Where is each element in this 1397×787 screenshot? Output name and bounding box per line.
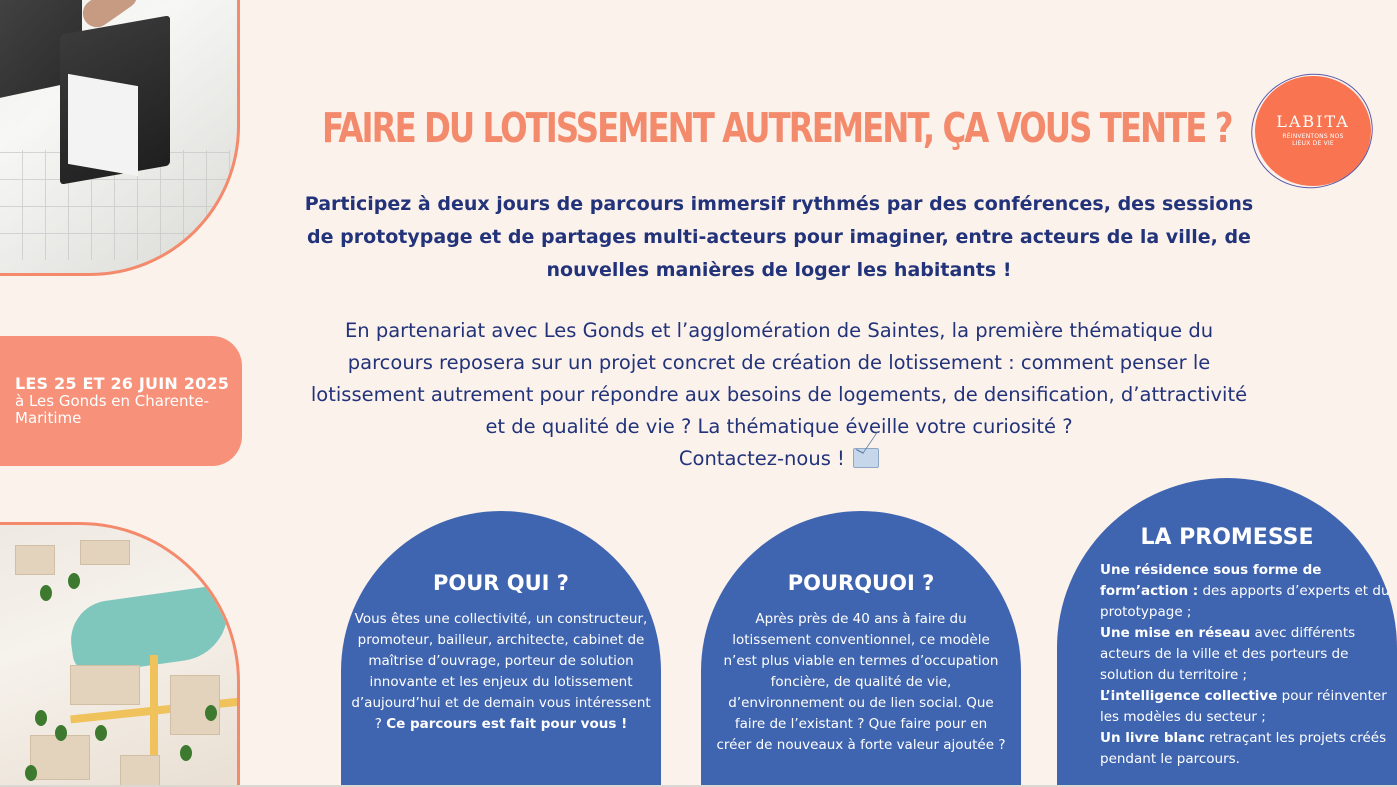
promise-item-bold: Un livre blanc	[1100, 730, 1205, 746]
intro-paragraph: Participez à deux jours de parcours immersif rythmés par des conférences, des sessions de prototypage et de partages multi-acteurs pour imaginer, entre acteurs de la ville, de nouvelles manières de loger les habitants !	[304, 193, 1254, 281]
model-building	[30, 735, 90, 780]
promise-item-bold: Une mise en réseau	[1100, 625, 1251, 641]
promise-item-text: avec différents acteurs de la ville et des porteurs de solution du territoire ;	[1100, 625, 1356, 683]
promise-item-text: des apports d’experts et du prototypage ;	[1100, 583, 1390, 620]
page-title: FAIRE DU LOTISSEMENT AUTREMENT, ÇA VOUS TENTE ?	[322, 104, 1232, 152]
promise-item	[1100, 560, 1390, 623]
card-who-highlight: Ce parcours est fait pour vous !	[386, 716, 628, 732]
event-date-badge	[0, 336, 242, 466]
house-model-photo	[0, 0, 240, 276]
card-who-body: Vous êtes une collectivité, un constructeur, promoteur, bailleur, architecte, cabinet de maîtrise d’ouvrage, porteur de solution innovante et les enjeux du lotissement d’aujourd’hui et de demain vous intéressent ?	[351, 611, 651, 732]
promise-list	[1100, 560, 1390, 770]
promise-item	[1100, 623, 1390, 686]
promise-item	[1100, 686, 1390, 728]
model-building	[15, 545, 55, 575]
card-who-text	[348, 609, 654, 735]
model-tree	[40, 585, 52, 601]
promise-item-bold: L’intelligence collective	[1100, 688, 1278, 704]
logo-tagline: RÉINVENTONS NOS LIEUX DE VIE	[1282, 133, 1344, 147]
model-tree	[68, 573, 80, 589]
model-building	[80, 540, 130, 565]
model-building	[70, 665, 140, 705]
card-promise	[1057, 478, 1397, 787]
envelope-icon	[853, 448, 879, 468]
urban-model-photo	[0, 522, 240, 787]
body-text: En partenariat avec Les Gonds et l’agglomération de Saintes, la première thématique du parcours reposera sur un projet concret de création de lotissement : comment penser le lotissement autrement pour répondre aux besoins de logements, de densification, d’attractivité et de qualité de vie ? La thématique éveille votre curiosité ?	[310, 319, 1248, 438]
model-tree	[35, 710, 47, 726]
logo-name: LABITA	[1276, 112, 1350, 131]
card-who	[341, 511, 661, 787]
model-tree	[205, 705, 217, 721]
card-why-title: POURQUOI ?	[787, 571, 935, 595]
promise-item	[1100, 728, 1390, 770]
model-tree	[55, 725, 67, 741]
model-building	[120, 755, 160, 787]
model-tree	[180, 745, 192, 761]
contact-link[interactable]: Contactez-nous !	[678, 447, 845, 470]
event-place: à Les Gonds en Charente-Maritime	[15, 392, 210, 427]
promise-item-text: pour réinventer les modèles du secteur ;	[1100, 688, 1387, 725]
model-tree	[25, 765, 37, 781]
model-house-wall	[68, 74, 138, 176]
card-why-text: Après près de 40 ans à faire du lotissement conventionnel, ce modèle n’est plus viable en termes d’occupation foncière, de qualité de vie, d’environnement ou de lien social. Que faire de l’existant ? Que faire pour en créer de nouveaux à forte valeur ajoutée ?	[716, 611, 1006, 753]
body-paragraph	[300, 315, 1258, 475]
event-dates: LES 25 ET 26 JUIN 2025	[15, 374, 230, 393]
labita-logo	[1255, 76, 1371, 186]
logo-ring	[1238, 60, 1385, 202]
card-who-title: POUR QUI ?	[433, 571, 569, 595]
card-why	[701, 511, 1021, 787]
model-tree	[95, 725, 107, 741]
promise-item-text: retraçant les projets créés pendant le parcours.	[1100, 730, 1387, 767]
card-promise-title: LA PROMESSE	[1140, 525, 1314, 550]
promise-item-bold: Une résidence sous forme de form’action :	[1100, 562, 1322, 599]
